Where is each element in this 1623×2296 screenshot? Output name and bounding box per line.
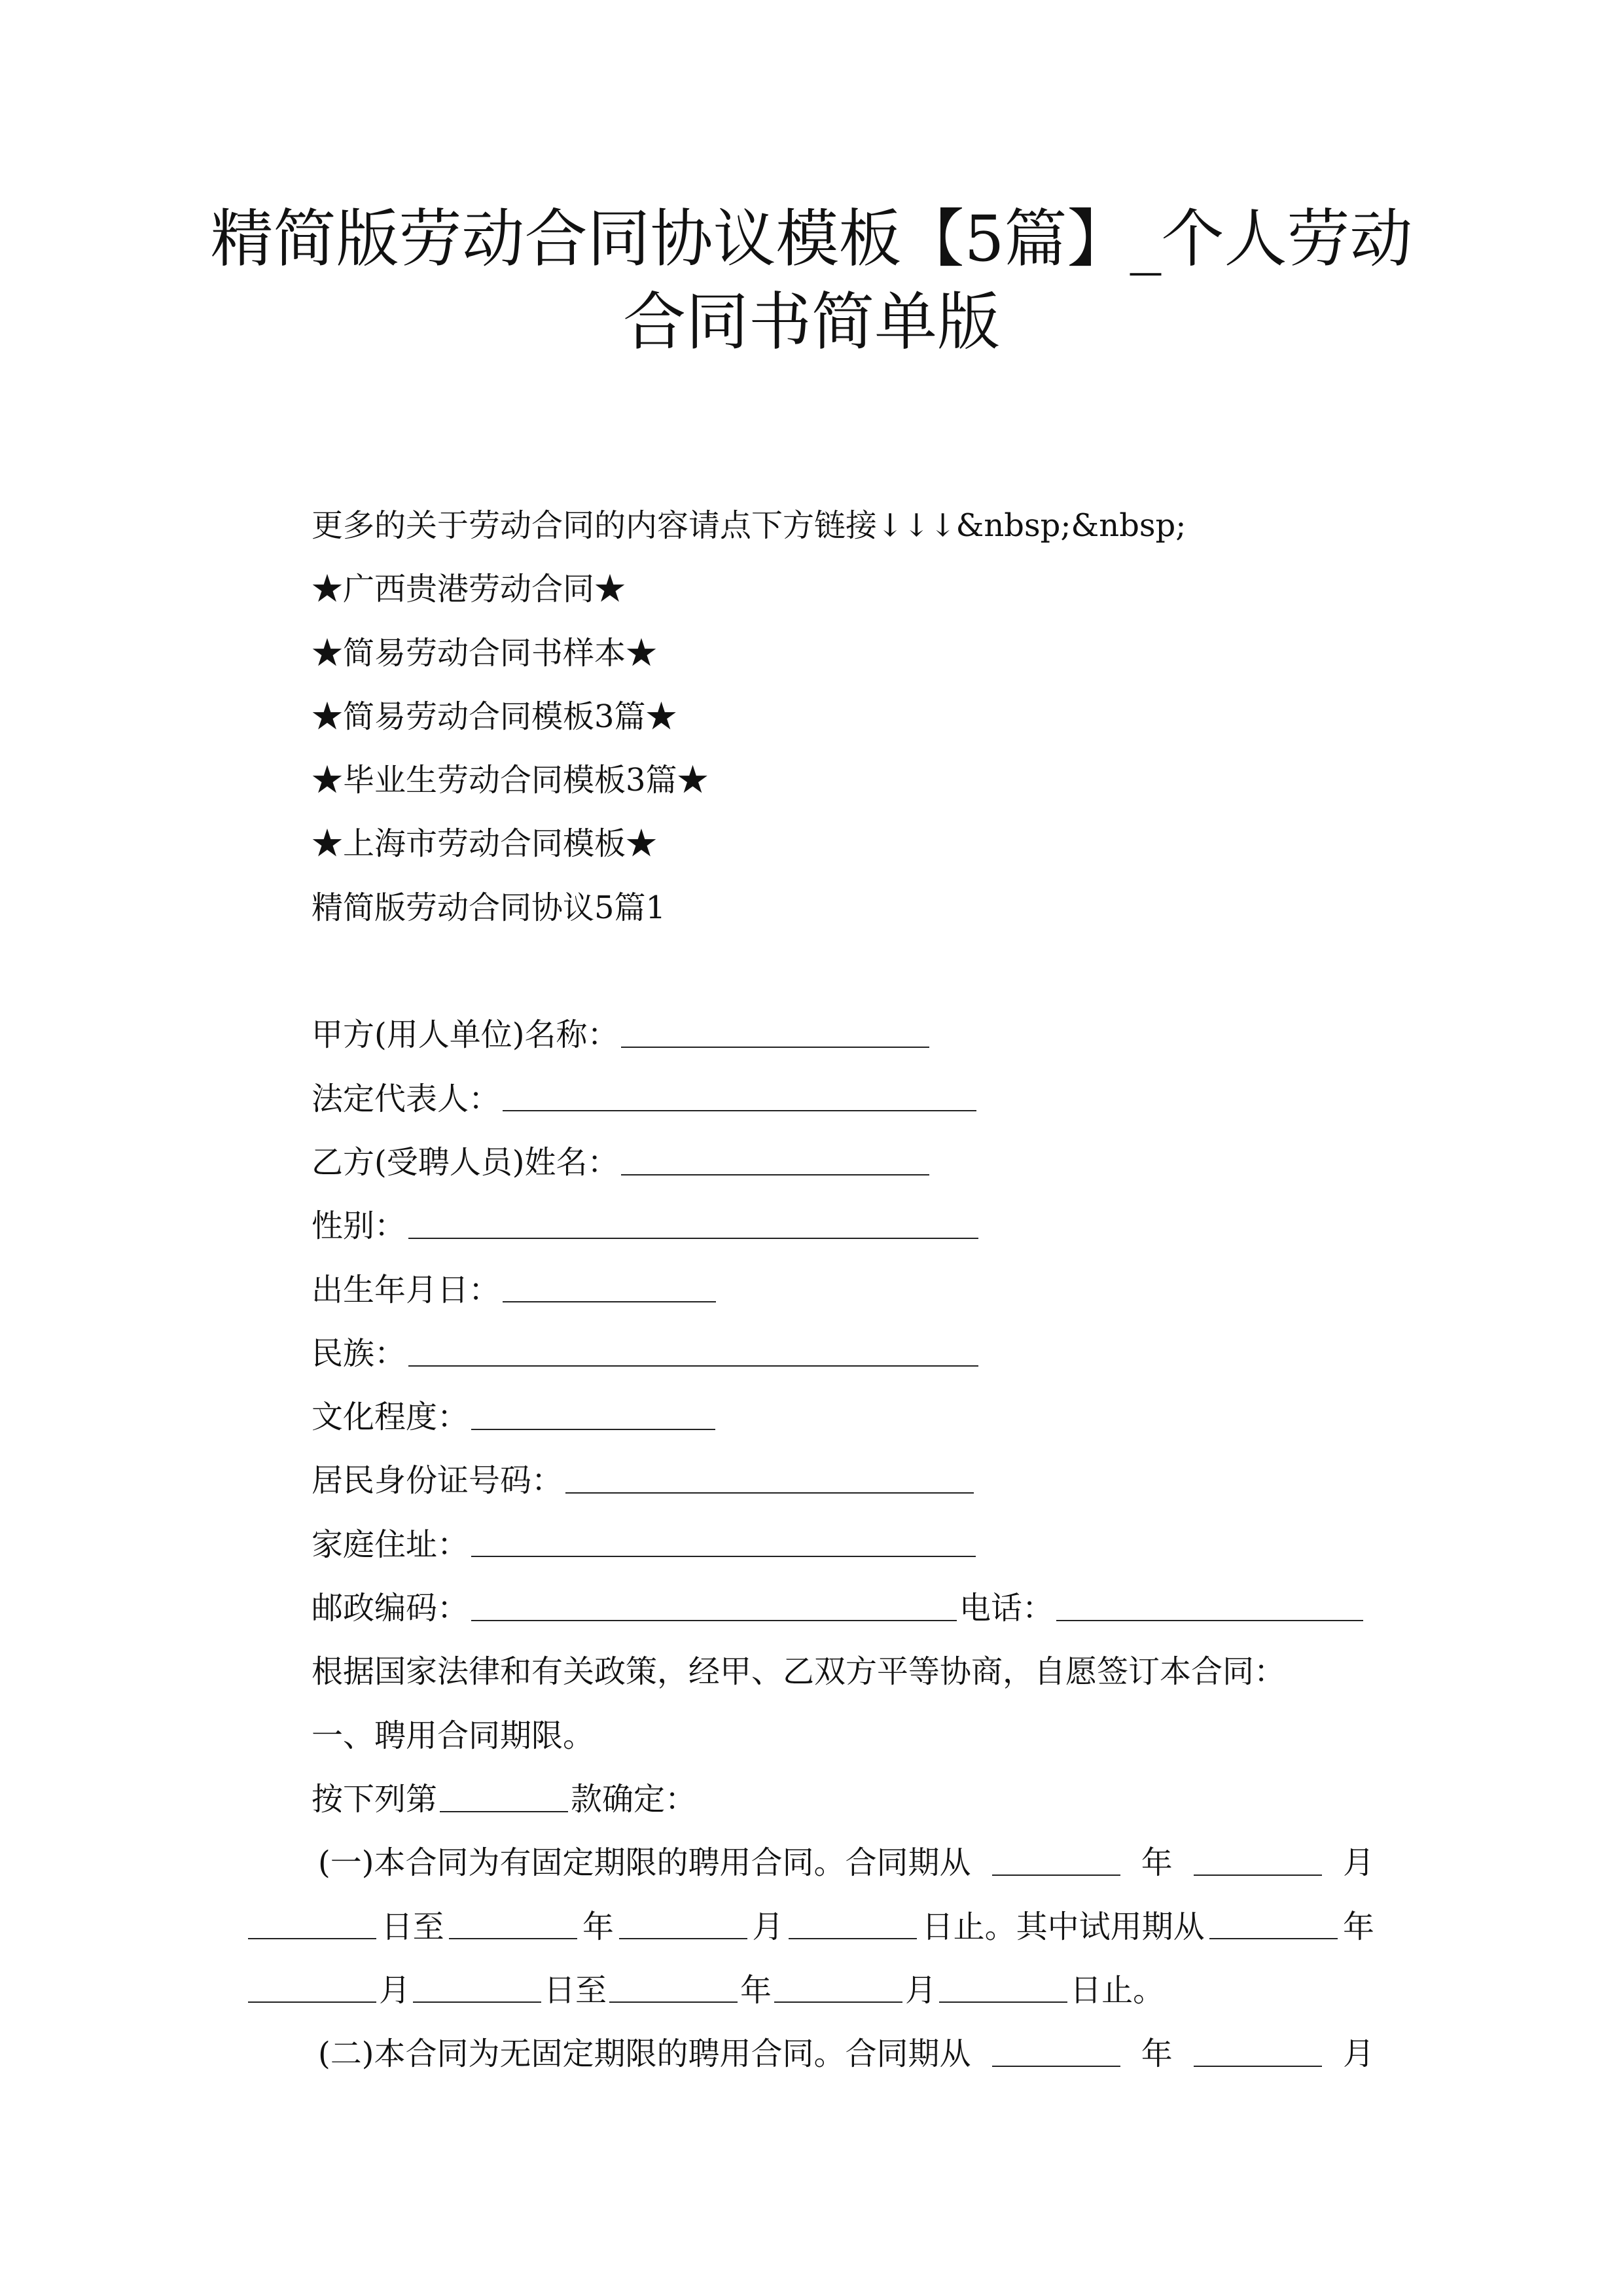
field-party-a: [312, 1003, 1374, 1067]
text: 日至: [381, 1908, 444, 1945]
blank-line: [619, 1912, 747, 1939]
text: 月: [1342, 1844, 1374, 1882]
field-label: 邮政编码：: [312, 1590, 469, 1627]
blank-line: [992, 1848, 1120, 1876]
field-label: 居民身份证号码：: [312, 1462, 563, 1499]
field-birth: [312, 1259, 1374, 1322]
text: 月: [1342, 2036, 1374, 2073]
document-title-line-1: 精简版劳动合同协议模板【5篇】_个人劳动: [210, 202, 1413, 276]
blank-line: [565, 1466, 974, 1494]
text: (一)本合同为有固定期限的聘用合同。合同期从: [318, 1844, 971, 1882]
item-1-line-2: [245, 1895, 1374, 1959]
field-id-number: [312, 1449, 1374, 1513]
blank-line: [609, 1975, 738, 2003]
blank-line: [440, 1785, 568, 1812]
item-1-line-1: [318, 1831, 1374, 1895]
field-legal-rep: [312, 1067, 1374, 1131]
blank-line: [1056, 1594, 1363, 1621]
preamble: 根据国家法律和有关政策，经甲、乙双方平等协商，自愿签订本合同：: [312, 1653, 1286, 1691]
text: 年: [1342, 1908, 1374, 1945]
blank-line: [774, 1975, 902, 2003]
clause-1-title: 一、聘用合同期限。: [312, 1717, 595, 1754]
text: 年: [740, 1971, 772, 2009]
text: 日至: [544, 1971, 607, 2009]
blank-line: [992, 2039, 1120, 2067]
blank-line: [471, 1594, 957, 1621]
blank-line: [939, 1975, 1067, 2003]
blank-line: [789, 1912, 917, 1939]
section-title: 精简版劳动合同协议5篇1: [312, 889, 666, 926]
field-postcode-phone: [312, 1577, 1374, 1640]
text: 年: [1141, 1844, 1173, 1882]
blank-line: [449, 1912, 577, 1939]
text: 年: [1141, 2036, 1173, 2073]
field-party-b: [312, 1131, 1374, 1194]
blank-line: [1209, 1912, 1338, 1939]
field-label: 甲方(用人单位)名称：: [312, 1016, 619, 1054]
blank-line: [248, 1912, 376, 1939]
document-body: [312, 494, 1374, 2086]
text: 年: [582, 1908, 614, 1945]
intro-text: 更多的关于劳动合同的内容请点下方链接↓↓↓&nbsp;&nbsp;: [312, 507, 1186, 544]
item-1-line-3: [245, 1959, 1374, 2022]
blank-line: [408, 1339, 978, 1367]
spacer: [312, 940, 1374, 1003]
field-label: 法定代表人：: [312, 1080, 501, 1117]
field-label: 性别：: [312, 1208, 406, 1245]
related-link[interactable]: ★广西贵港劳动合同★: [312, 571, 626, 608]
item-2-line-1: [318, 2022, 1374, 2086]
blank-line: [413, 1975, 541, 2003]
field-label: 电话：: [959, 1590, 1054, 1627]
field-label: 家庭住址：: [312, 1526, 469, 1563]
text: 款确定：: [571, 1780, 697, 1818]
text: 日止。: [1070, 1971, 1165, 2009]
field-label: 民族：: [312, 1335, 406, 1372]
field-education: [312, 1386, 1374, 1449]
text: 日止。其中试用期从: [921, 1908, 1205, 1945]
clause-1-rule: [312, 1768, 1374, 1831]
document-title-line-2: 合同书简单版: [623, 285, 1000, 359]
related-link[interactable]: ★毕业生劳动合同模板3篇★: [312, 762, 709, 799]
blank-line: [503, 1084, 976, 1111]
field-address: [312, 1513, 1374, 1577]
text: 月: [379, 1971, 411, 2009]
text: 月: [905, 1971, 937, 2009]
blank-line: [471, 1530, 976, 1557]
field-label: 乙方(受聘人员)姓名：: [312, 1143, 619, 1181]
blank-line: [408, 1211, 978, 1239]
text: 月: [752, 1908, 784, 1945]
field-ethnicity: [312, 1322, 1374, 1386]
blank-line: [1194, 1848, 1322, 1876]
blank-line: [471, 1403, 715, 1430]
blank-line: [1194, 2039, 1322, 2067]
related-link[interactable]: ★上海市劳动合同模板★: [312, 825, 658, 863]
blank-line: [248, 1975, 376, 2003]
field-label: 文化程度：: [312, 1399, 469, 1436]
text: (二)本合同为无固定期限的聘用合同。合同期从: [318, 2036, 971, 2073]
blank-line: [503, 1275, 716, 1302]
related-link[interactable]: ★简易劳动合同书样本★: [312, 634, 658, 672]
related-link[interactable]: ★简易劳动合同模板3篇★: [312, 698, 677, 735]
field-label: 出生年月日：: [312, 1271, 501, 1308]
field-gender: [312, 1194, 1374, 1258]
blank-line: [621, 1020, 929, 1048]
text: 按下列第: [312, 1780, 438, 1818]
blank-line: [621, 1148, 929, 1175]
